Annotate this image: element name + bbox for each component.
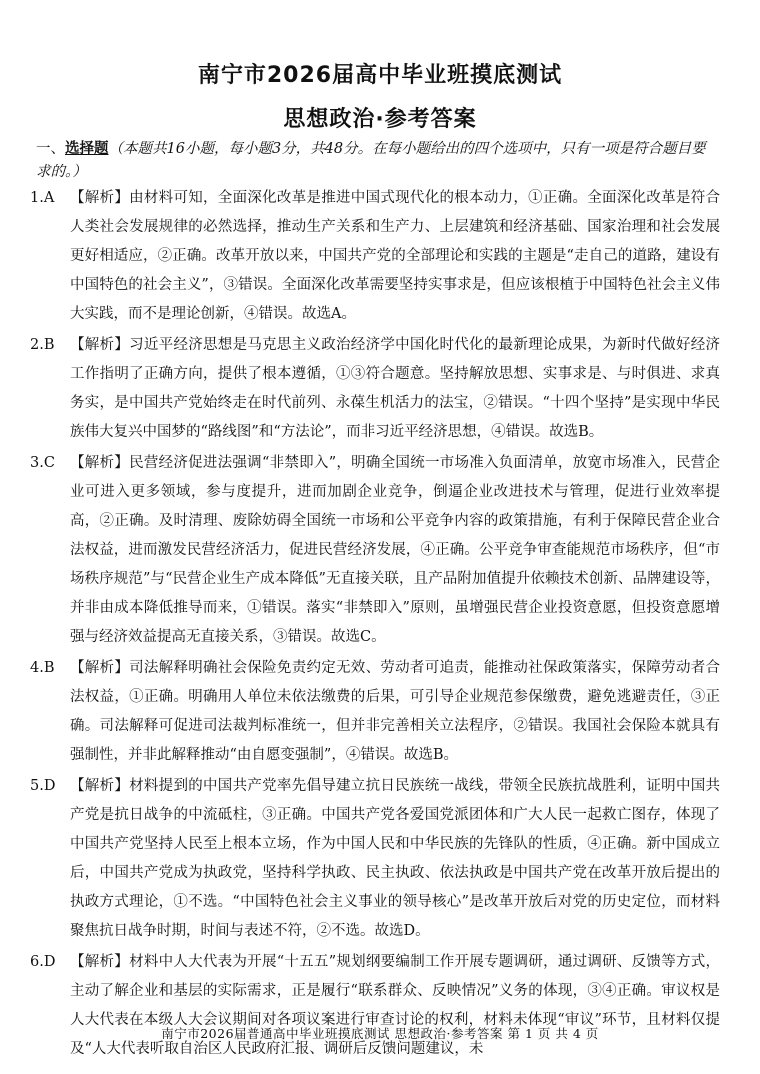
item-tag: 【解析】 (70, 778, 130, 794)
document-subtitle: 思想政治·参考答案 (283, 107, 477, 132)
answer-list (30, 184, 720, 1066)
item-tag: 【解析】 (70, 455, 130, 471)
answer-item (30, 948, 720, 1064)
item-number: 5.D (30, 778, 56, 794)
item-number: 3.C (30, 455, 55, 471)
section-label: 选择题 (65, 140, 109, 157)
answer-item (30, 449, 720, 652)
item-text: 材料提到的中国共产党率先倡导建立抗日民族统一战线，带领全民族抗战胜利，证明中国共产党是抗日战争的中流砥柱，③正确。中国共产党各爱国党派团体和广大人民一起救亡图存，体现了中国共产党坚持人民至上根本立场，作为中国人民和中华民族的先锋队的性质，④正确。新中国成立后，中国共产党成为执政党，坚持科学执政、民主执政、依法执政是中国共产党在改革开放后提出的执政方式理论，①不选。“中国特色社会主义事业的领导核心”是改革开放后对党的历史定位，而材料聚焦抗日战争时期，时间与表述不符，②不选。故选D。 (70, 778, 721, 939)
item-number: 6.D (30, 954, 56, 970)
item-tag: 【解析】 (70, 660, 130, 676)
item-number: 2.B (30, 337, 55, 353)
item-tag: 【解析】 (70, 190, 130, 206)
item-number: 4.B (30, 660, 55, 676)
document-title: 南宁市2026届高中毕业班摸底测试 (197, 63, 563, 88)
item-text: 司法解释明确社会保险免责约定无效、劳动者可追责，能推动社保政策落实，保障劳动者合法权益，①正确。明确用人单位未依法缴费的后果，可引导企业规范参保缴费，避免逃避责任，③正确。司法解释可促进司法裁判标准统一，但并非完善相关立法程序，②错误。我国社会保险本就具有强制性，并非此解释推动“由自愿变强制”，④错误。故选B。 (70, 660, 721, 763)
section-prefix: 一、 (36, 141, 65, 157)
section-heading (36, 137, 720, 184)
answer-item (30, 184, 720, 329)
item-text: 习近平经济思想是马克思主义政治经济学中国化时代化的最新理论成果，为新时代做好经济工作指明了正确方向，提供了根本遵循，①③符合题意。坚持解放思想、实事求是、与时俱进、求真务实，是中国共产党始终走在时代前列、永葆生机活力的法宝，②错误。“十四个坚持”是实现中华民族伟大复兴中国梦的“路线图”和“方法论”，而非习近平经济思想，④错误。故选B。 (70, 337, 721, 440)
answer-item (30, 331, 720, 447)
item-tag: 【解析】 (70, 954, 130, 970)
section-hint: （本题共16小题，每小题3分，共48分。在每小题给出的四个选项中，只有一项是符合题目要求的。） (36, 141, 706, 180)
page-footer: 南宁市2026届普通高中毕业班摸底测试 思想政治·参考答案 第 1 页 共 4 页 (161, 1026, 599, 1041)
item-text: 材料中人大代表为开展“十五五”规划纲要编制工作开展专题调研，通过调研、反馈等方式，主动了解企业和基层的实际需求，正是履行“联系群众、反映情况”义务的体现，③④正确。审议权是人大代表在本级人大会议期间对各项议案进行审查讨论的权利，材料未体现“审议”环节，且材料仅提及“人大代表听取自治区人民政府汇报、调研后反馈问题建议，未 (70, 954, 720, 1057)
item-tag: 【解析】 (70, 337, 130, 353)
answer-item (30, 654, 720, 770)
item-text: 民营经济促进法强调“非禁即入”，明确全国统一市场准入负面清单，放宽市场准入，民营企业可进入更多领域，参与度提升，进而加剧企业竞争，倒逼企业改进技术与管理，促进行业效率提高，②正确。及时清理、废除妨碍全国统一市场和公平竞争内容的政策措施，有利于保障民营企业合法权益，进而激发民营经济活力，促进民营经济发展，④正确。公平竞争审查能规范市场秩序，但“市场秩序规范”与“民营企业生产成本降低”无直接关联，且产品附加值提升依赖技术创新、品牌建设等，并非由成本降低推导而来，①错误。落实“非禁即入”原则，虽增强民营企业投资意愿，但投资意愿增强与经济效益提高无直接关系，③错误。故选C。 (70, 455, 720, 645)
answer-item (30, 772, 720, 946)
item-number: 1.A (30, 190, 55, 206)
item-text: 由材料可知，全面深化改革是推进中国式现代化的根本动力，①正确。全面深化改革是符合人类社会发展规律的必然选择，推动生产关系和生产力、上层建筑和经济基础、国家治理和社会发展更好相适应，②正确。改革开放以来，中国共产党的全部理论和实践的主题是“走自己的道路，建设有中国特色的社会主义”，③错误。全面深化改革需要坚持实事求是，但应该根植于中国特色社会主义伟大实践，而不是理论创新，④错误。故选A。 (70, 190, 721, 322)
